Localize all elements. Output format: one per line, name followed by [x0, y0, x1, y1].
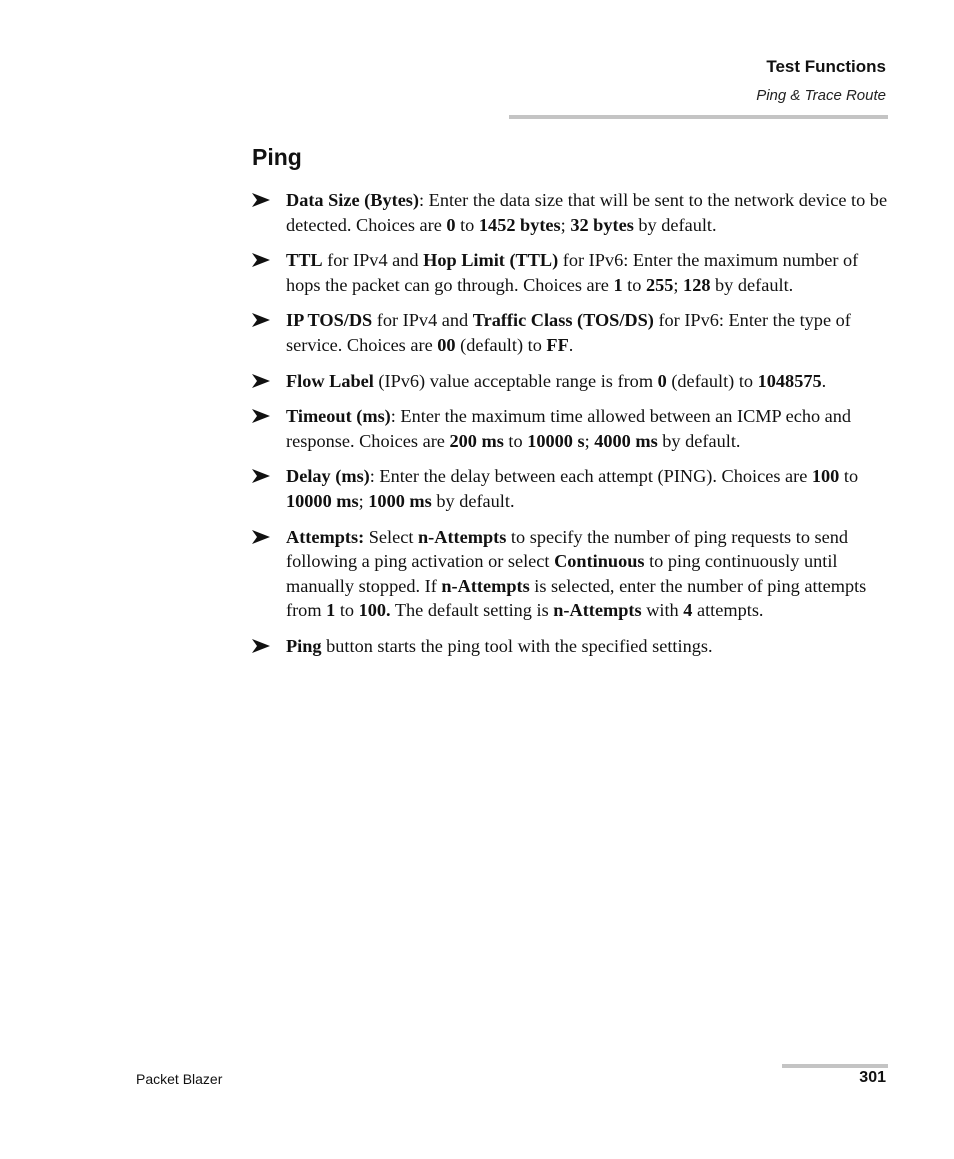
list-item: [252, 188, 888, 237]
text-run: is selected, enter the number of ping attempts from: [286, 575, 867, 621]
text-run: to: [503, 430, 528, 451]
footer-divider: [782, 1064, 888, 1068]
list-item-text: [286, 250, 858, 295]
list-item: [252, 369, 888, 394]
list-item: [252, 634, 888, 659]
bold-term: 128: [683, 274, 711, 295]
text-run: by default.: [710, 274, 794, 295]
list-item: [252, 308, 888, 357]
arrow-bullet-icon: [252, 469, 270, 483]
arrow-bullet-icon: [252, 530, 270, 544]
bold-term: FF: [546, 334, 569, 355]
bold-term: 4: [683, 600, 693, 621]
bold-term: n-Attempts: [553, 600, 642, 621]
text-run: : Enter the delay between each attempt (PING). Choices are: [369, 466, 812, 487]
text-run: Select: [364, 526, 418, 547]
text-run: to specify the number of ping requests to send following a ping activation or select: [286, 526, 849, 572]
bullet-list: [252, 188, 888, 670]
bold-term: 1048575: [757, 370, 822, 391]
bold-term: 0: [657, 370, 667, 391]
text-run: to: [622, 274, 646, 295]
text-run: (default) to: [666, 370, 758, 391]
header-chapter-title: Test Functions: [766, 57, 886, 76]
bold-term: 32 bytes: [570, 214, 634, 235]
list-item: [252, 248, 888, 297]
bold-term: 0: [446, 214, 456, 235]
bold-term: 100: [811, 466, 840, 487]
text-run: ;: [560, 214, 571, 235]
bold-term: 1: [613, 274, 623, 295]
text-run: ;: [358, 490, 369, 511]
text-run: for IPv6: Enter the maximum number of hops the packet can go through. Choices are: [286, 250, 859, 295]
list-item-text: [286, 310, 851, 355]
text-run: by default.: [657, 430, 741, 451]
page-title: Ping: [252, 144, 302, 170]
list-item-text: [286, 190, 887, 235]
list-item-text: [286, 406, 851, 451]
text-run: to: [335, 600, 359, 621]
text-run: : Enter the maximum time allowed between an ICMP echo and response. Choices are: [286, 406, 852, 451]
bold-term: 255: [645, 274, 674, 295]
list-item: [252, 464, 888, 513]
bold-term: Hop Limit (TTL): [423, 250, 559, 271]
text-run: ;: [584, 430, 595, 451]
list-item-text: [286, 527, 866, 621]
header-section-title: Ping & Trace Route: [756, 87, 886, 104]
text-run: by default.: [431, 490, 515, 511]
text-run: (default) to: [455, 334, 547, 355]
bold-term: n-Attempts: [418, 526, 507, 547]
text-run: with: [641, 600, 684, 621]
text-run: : Enter the data size that will be sent to the network device to be detected. Choices are: [286, 190, 888, 235]
text-run: for IPv4 and: [372, 310, 473, 331]
page-number: 301: [859, 1069, 886, 1086]
bold-term: TTL: [286, 250, 323, 271]
text-run: for IPv6: Enter the type of service. Choices are: [286, 310, 851, 355]
arrow-bullet-icon: [252, 409, 270, 423]
bold-term: 1: [326, 600, 336, 621]
bold-term: Attempts:: [286, 526, 365, 547]
list-item-text: [286, 466, 858, 511]
arrow-bullet-icon: [252, 313, 270, 327]
text-run: attempts.: [692, 600, 764, 621]
bold-term: Traffic Class (TOS/DS): [472, 310, 654, 331]
header-divider: [509, 115, 888, 119]
bold-term: Delay (ms): [286, 466, 370, 487]
arrow-bullet-icon: [252, 193, 270, 207]
bold-term: Ping: [286, 635, 322, 656]
text-run: The default setting is: [390, 600, 554, 621]
bold-term: Continuous: [554, 551, 645, 572]
text-run: (IPv6) value acceptable range is from: [373, 370, 658, 391]
bold-term: 10000 ms: [286, 490, 359, 511]
bold-term: 1000 ms: [368, 490, 432, 511]
list-item-text: [286, 371, 826, 391]
list-item-text: [286, 636, 713, 656]
text-run: .: [821, 370, 827, 391]
text-run: .: [568, 334, 574, 355]
bold-term: 10000 s: [527, 430, 585, 451]
bold-term: 4000 ms: [594, 430, 658, 451]
text-run: by default.: [633, 214, 717, 235]
text-run: to: [455, 214, 479, 235]
bold-term: Timeout (ms): [286, 406, 391, 427]
arrow-bullet-icon: [252, 253, 270, 267]
text-run: for IPv4 and: [322, 250, 424, 271]
bold-term: 100.: [358, 600, 391, 621]
bold-term: 200 ms: [449, 430, 504, 451]
bold-term: Data Size (Bytes): [286, 190, 420, 210]
list-item: [252, 404, 888, 453]
list-item: [252, 525, 888, 623]
bold-term: n-Attempts: [441, 575, 530, 596]
bold-term: Flow Label: [286, 370, 374, 391]
text-run: to ping continuously until manually stopped. If: [286, 551, 838, 596]
text-run: button starts the ping tool with the specified settings.: [321, 635, 713, 656]
footer-product-name: Packet Blazer: [136, 1071, 223, 1087]
text-run: to: [839, 466, 859, 487]
arrow-bullet-icon: [252, 639, 270, 653]
text-run: ;: [673, 274, 684, 295]
bold-term: 1452 bytes: [478, 214, 561, 235]
arrow-bullet-icon: [252, 374, 270, 388]
bold-term: 00: [437, 334, 456, 355]
bold-term: IP TOS/DS: [286, 310, 373, 331]
